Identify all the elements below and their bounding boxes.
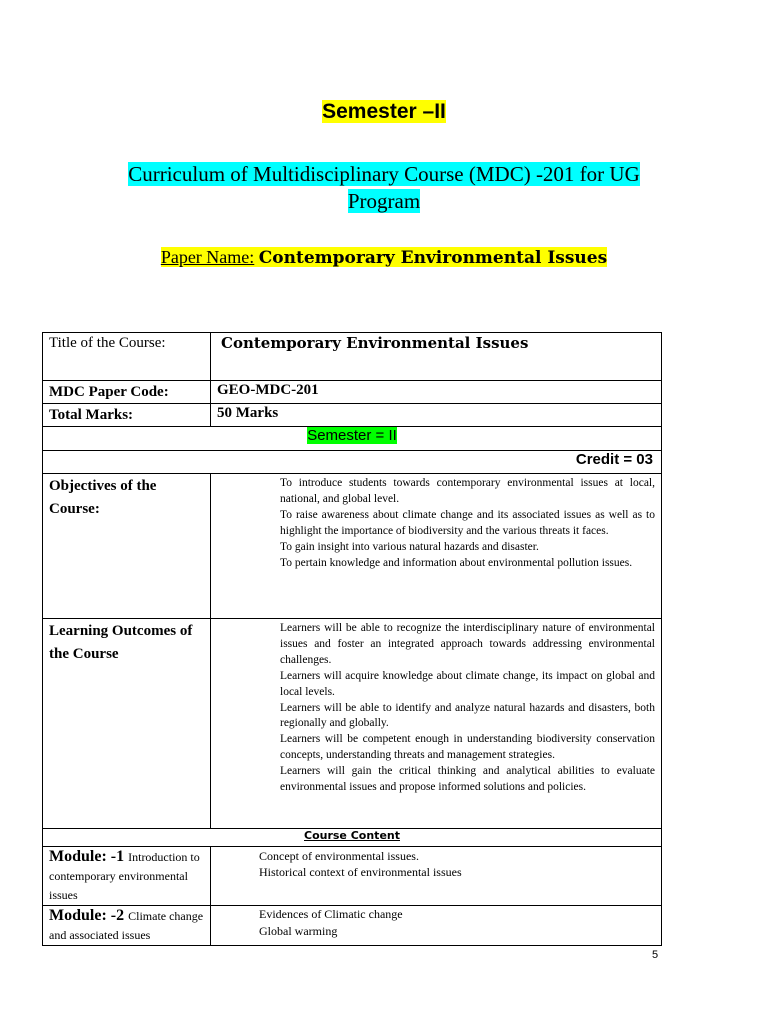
module-2-row bbox=[43, 906, 662, 946]
list-item: Learners will be able to recognize the interdisciplinary nature of environmental issues and foster an integrated approach towards addressing environmental challenges. bbox=[280, 622, 655, 666]
title-value: Contemporary Environmental Issues bbox=[211, 333, 662, 381]
module-1-row bbox=[43, 847, 662, 906]
semester-title bbox=[0, 100, 768, 124]
semester-row bbox=[43, 427, 662, 451]
module-1-topics bbox=[211, 847, 661, 880]
credit-row-text: Credit = 03 bbox=[43, 451, 662, 474]
objectives-label: Objectives of the Course: bbox=[43, 474, 211, 619]
list-item: Learners will be competent enough in understanding biodiversity conservation concepts, understanding threats and management strategies. bbox=[280, 733, 655, 762]
paper-name-label: Paper Name: bbox=[160, 247, 255, 267]
objectives-list bbox=[211, 474, 661, 571]
list-item: To gain insight into various natural hazards and disaster. bbox=[280, 540, 539, 553]
semester-title-text: Semester –II bbox=[322, 100, 446, 123]
list-item: To raise awareness about climate change and its associated issues as well as to highlight the importance of biodiversity and the various threats it faces. bbox=[280, 508, 655, 537]
paper-name-value: Contemporary Environmental Issues bbox=[258, 248, 608, 268]
outcomes-row bbox=[43, 619, 662, 829]
outcomes-label: Learning Outcomes of the Course bbox=[43, 619, 211, 829]
title-label: Title of the Course: bbox=[43, 333, 211, 381]
credit-row bbox=[43, 451, 662, 474]
curriculum-title bbox=[0, 161, 768, 215]
module-1-subtitle: Introduction to contemporary environmental issues bbox=[49, 850, 200, 902]
page-number: 5 bbox=[652, 949, 659, 961]
title-row bbox=[43, 333, 662, 381]
list-item: Learners will gain the critical thinking and analytical abilities to evaluate environmental issues and propose informed solutions and policies. bbox=[280, 765, 655, 794]
module-1-label: Module: -1 bbox=[49, 848, 125, 865]
module-2-heading bbox=[43, 906, 211, 946]
list-item: Learners will be able to identify and analyze natural hazards and disasters, both regionally and globally. bbox=[280, 701, 655, 730]
marks-row bbox=[43, 404, 662, 427]
code-row bbox=[43, 381, 662, 404]
course-table bbox=[42, 332, 662, 946]
code-value: GEO-MDC-201 bbox=[211, 381, 662, 404]
module-2-subtitle: Climate change and associated issues bbox=[49, 909, 204, 942]
course-content-row bbox=[43, 829, 662, 847]
marks-label: Total Marks: bbox=[43, 404, 211, 427]
list-item: Evidences of Climatic change bbox=[259, 907, 403, 921]
paper-name-line bbox=[0, 247, 768, 268]
outcomes-list bbox=[211, 619, 661, 796]
code-label: MDC Paper Code: bbox=[43, 381, 211, 404]
list-item: To pertain knowledge and information about environmental pollution issues. bbox=[280, 556, 633, 569]
module-2-label: Module: -2 bbox=[49, 907, 125, 924]
curriculum-title-line1: Curriculum of Multidisciplinary Course (MDC) -201 for UG bbox=[128, 162, 640, 186]
objectives-row bbox=[43, 474, 662, 619]
course-content-label: Course Content bbox=[43, 829, 662, 847]
curriculum-title-line2: Program bbox=[347, 189, 421, 213]
list-item: Global warming bbox=[259, 924, 338, 938]
module-2-topics bbox=[211, 906, 661, 940]
list-item: To introduce students towards contemporary environmental issues at local, national, and global level. bbox=[280, 477, 655, 505]
module-1-heading bbox=[43, 847, 211, 906]
list-item: Learners will acquire knowledge about climate change, its impact on global and local levels. bbox=[280, 669, 655, 698]
list-item: Historical context of environmental issues bbox=[259, 865, 462, 879]
marks-value: 50 Marks bbox=[211, 404, 662, 427]
semester-row-text: Semester = II bbox=[307, 427, 397, 444]
list-item: Concept of environmental issues. bbox=[259, 849, 419, 863]
